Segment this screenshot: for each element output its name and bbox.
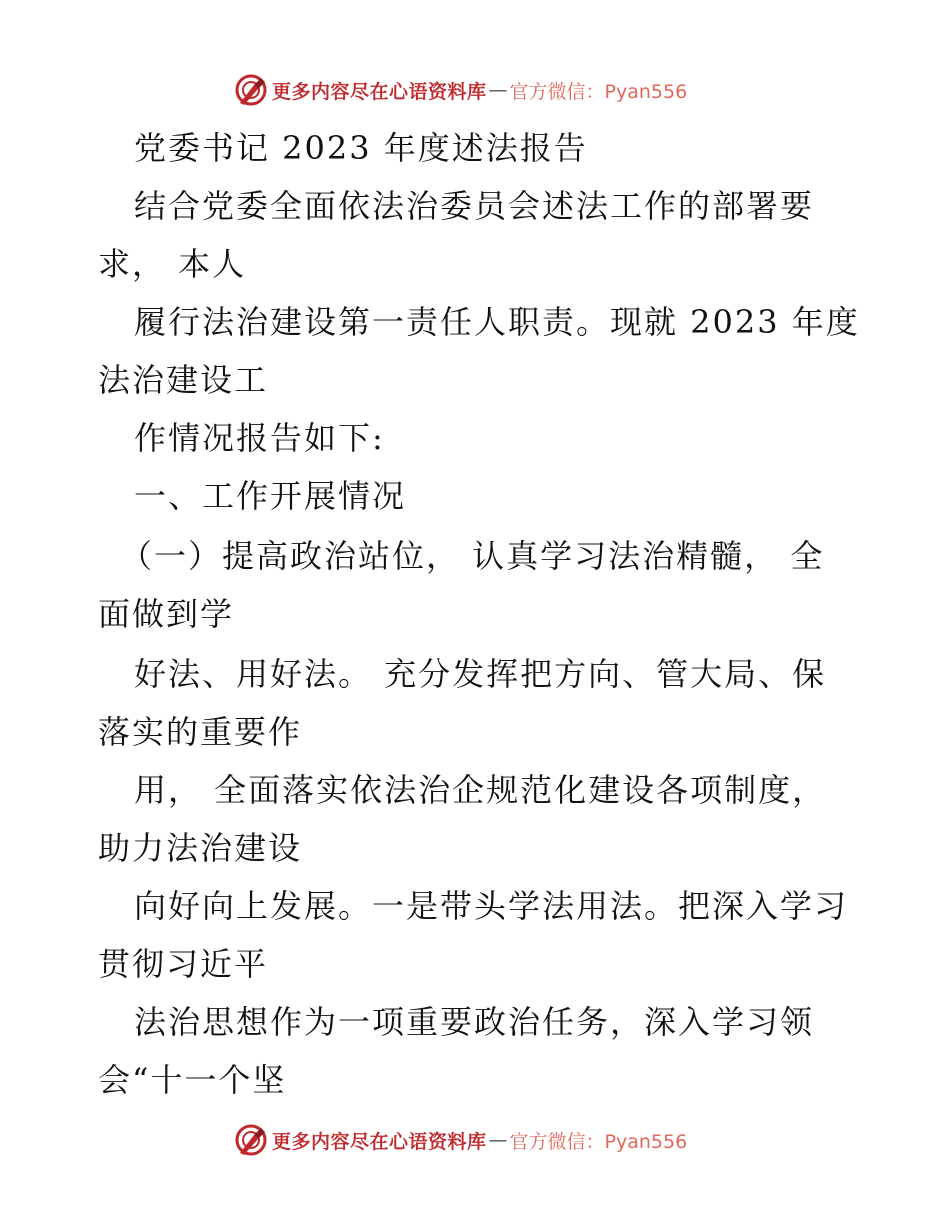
watermark-separator: — xyxy=(488,79,508,101)
paragraph-line: 法治思想作为一项重要政治任务，深入学习领 xyxy=(134,1003,815,1041)
paragraph-line: 结合党委全面依法治委员会述法工作的部署要 xyxy=(134,187,815,225)
watermark-main-text: 更多内容尽在心语资料库 xyxy=(272,1130,487,1153)
paragraph-line: 求， 本人 xyxy=(98,245,247,283)
watermark-footer xyxy=(234,1122,687,1158)
section-heading: 一、工作开展情况 xyxy=(134,477,407,515)
paragraph-line: 助力法治建设 xyxy=(98,829,303,867)
watermark-wechat-text: 官方微信：Pyan556 xyxy=(509,1130,688,1153)
paragraph-line: 会“十一个坚 xyxy=(98,1061,287,1099)
subsection-heading: （一）提高政治站位， 认真学习法治精髓， 全 xyxy=(120,537,825,575)
paragraph-line: 向好向上发展。一是带头学法用法。把深入学习 xyxy=(134,887,849,925)
paragraph-line: 法治建设工 xyxy=(98,361,269,399)
paragraph-line: 贯彻习近平 xyxy=(98,945,269,983)
pen-circle-logo-icon xyxy=(234,1123,268,1157)
watermark-main-text: 更多内容尽在心语资料库 xyxy=(272,80,487,103)
paragraph-line: 面做到学 xyxy=(98,595,235,633)
paragraph-line: 好法、用好法。 充分发挥把方向、管大局、保 xyxy=(134,655,827,693)
paragraph-line: 作情况报告如下: xyxy=(134,419,385,457)
paragraph-line: 履行法治建设第一责任人职责。现就 2023 年度 xyxy=(134,303,860,341)
paragraph-line: 用， 全面落实依法治企规范化建设各项制度， xyxy=(134,771,827,809)
paragraph-line: 落实的重要作 xyxy=(98,713,303,751)
watermark-wechat-text: 官方微信：Pyan556 xyxy=(509,80,688,103)
watermark-separator: — xyxy=(488,1129,508,1151)
document-title: 党委书记 2023 年度述法报告 xyxy=(134,129,588,167)
